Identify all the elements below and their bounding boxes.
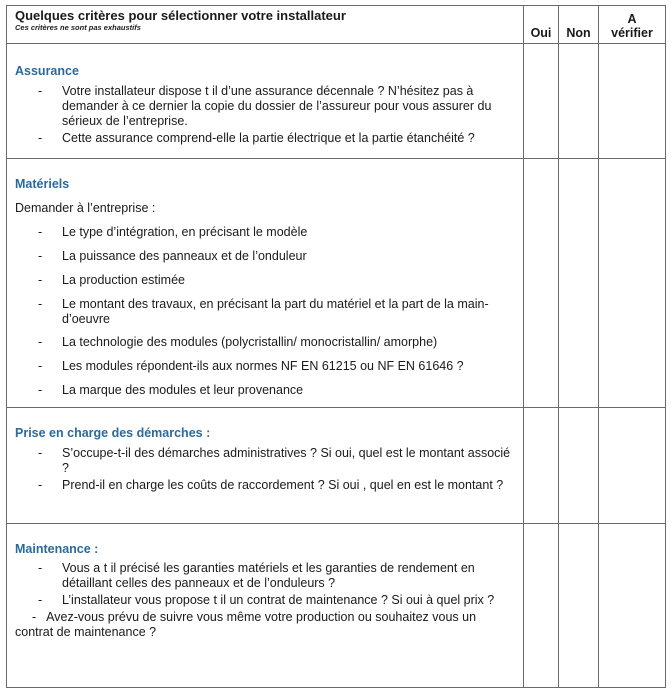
list-item: - La marque des modules et leur provenance <box>38 383 304 397</box>
list-item-text: Prend-il en charge les coûts de raccordement ? Si oui , quel en est le montant ? <box>62 478 504 492</box>
column-header-verifier-line1: A <box>627 12 637 26</box>
header-cell <box>7 6 524 44</box>
checkbox-cell-verifier[interactable] <box>599 159 666 408</box>
column-header-verifier-line2: vérifier <box>611 26 653 40</box>
list-item-text: Le type d’intégration, en précisant le modèle <box>62 225 308 239</box>
list-item: - Votre installateur dispose t il d’une assurance décennale ? N’hésitez pas à demander à ce dernier la copie du dossier de l’assureur pour vous assurer du sérieux de l’entreprise. <box>38 84 492 128</box>
section-intro: Demander à l’entreprise : <box>15 201 156 215</box>
checkbox-cell-verifier[interactable] <box>599 524 666 688</box>
list-item: - Les modules répondent-ils aux normes NF EN 61215 ou NF EN 61646 ? <box>38 359 464 373</box>
table-title: Quelques critères pour sélectionner votre installateur <box>15 8 346 23</box>
section-assurance <box>7 44 524 159</box>
list-item: - Le type d’intégration, en précisant le modèle <box>38 225 308 239</box>
list-item-text: La technologie des modules (polycristallin/ monocristallin/ amorphe) <box>62 335 438 349</box>
column-header-non: Non <box>559 6 599 44</box>
section-row-demarches <box>7 408 666 524</box>
list-item-text: Avez-vous prévu de suivre vous même votre production ou souhaitez vous un contrat de maintenance ? <box>15 610 477 639</box>
list-item-text: Cette assurance comprend-elle la partie électrique et la partie étanchéité ? <box>62 131 475 145</box>
section-maintenance <box>7 524 524 688</box>
checkbox-cell-oui[interactable] <box>524 524 559 688</box>
checkbox-cell-verifier[interactable] <box>599 408 666 524</box>
section-materiels <box>7 159 524 408</box>
list-item-text: Le montant des travaux, en précisant la part du matériel et la part de la main-d’oeuvre <box>62 297 489 326</box>
list-item: - Le montant des travaux, en précisant la part du matériel et la part de la main-d’oeuvre <box>38 297 489 326</box>
list-item: - Avez-vous prévu de suivre vous même votre production ou souhaitez vous un contrat de maintenance ? <box>15 610 477 639</box>
checkbox-cell-oui[interactable] <box>524 44 559 159</box>
checkbox-cell-non[interactable] <box>559 408 599 524</box>
list-item: - Prend-il en charge les coûts de raccordement ? Si oui , quel en est le montant ? <box>38 478 504 492</box>
criteria-table <box>6 5 666 688</box>
list-item: - Cette assurance comprend-elle la partie électrique et la partie étanchéité ? <box>38 131 475 145</box>
checkbox-cell-non[interactable] <box>559 524 599 688</box>
section-title-assurance: Assurance <box>15 64 79 78</box>
table-header-row <box>7 6 666 44</box>
checkbox-cell-oui[interactable] <box>524 159 559 408</box>
list-item: - Vous a t il précisé les garanties matériels et les garanties de rendement en détaillant celles des panneaux et de l’onduleurs ? <box>38 561 475 590</box>
list-item-text: Votre installateur dispose t il d’une assurance décennale ? N’hésitez pas à demander à ce dernier la copie du dossier de l’assureur pour vous assurer du sérieux de l’entreprise. <box>62 84 492 128</box>
section-row-materiels <box>7 159 666 408</box>
section-demarches <box>7 408 524 524</box>
list-item-text: Vous a t il précisé les garanties matériels et les garanties de rendement en détaillant celles des panneaux et de l’onduleurs ? <box>62 561 475 590</box>
list-item-text: La marque des modules et leur provenance <box>62 383 304 397</box>
list-item: - La puissance des panneaux et de l’onduleur <box>38 249 307 263</box>
section-row-maintenance <box>7 524 666 688</box>
list-item: - La technologie des modules (polycristallin/ monocristallin/ amorphe) <box>38 335 438 349</box>
list-item-text: S’occupe-t-il des démarches administratives ? Si oui, quel est le montant associé ? <box>62 446 511 475</box>
list-item: - S’occupe-t-il des démarches administratives ? Si oui, quel est le montant associé ? <box>38 446 511 475</box>
list-item-text: L’installateur vous propose t il un contrat de maintenance ? Si oui à quel prix ? <box>62 593 495 607</box>
section-title-maintenance: Maintenance : <box>15 542 99 556</box>
table-subtitle: Ces critères ne sont pas exhaustifs <box>15 23 141 32</box>
checkbox-cell-non[interactable] <box>559 159 599 408</box>
section-title-demarches: Prise en charge des démarches : <box>15 426 211 440</box>
list-item-text: La production estimée <box>62 273 185 287</box>
column-header-oui: Oui <box>524 6 559 44</box>
list-item: - La production estimée <box>38 273 185 287</box>
list-item-text: Les modules répondent-ils aux normes NF EN 61215 ou NF EN 61646 ? <box>62 359 464 373</box>
checkbox-cell-verifier[interactable] <box>599 44 666 159</box>
list-item-text: La puissance des panneaux et de l’onduleur <box>62 249 307 263</box>
section-title-materiels: Matériels <box>15 177 70 191</box>
checkbox-cell-oui[interactable] <box>524 408 559 524</box>
section-row-assurance <box>7 44 666 159</box>
list-item: - L’installateur vous propose t il un contrat de maintenance ? Si oui à quel prix ? <box>38 593 495 607</box>
column-header-verifier <box>599 6 666 44</box>
checkbox-cell-non[interactable] <box>559 44 599 159</box>
